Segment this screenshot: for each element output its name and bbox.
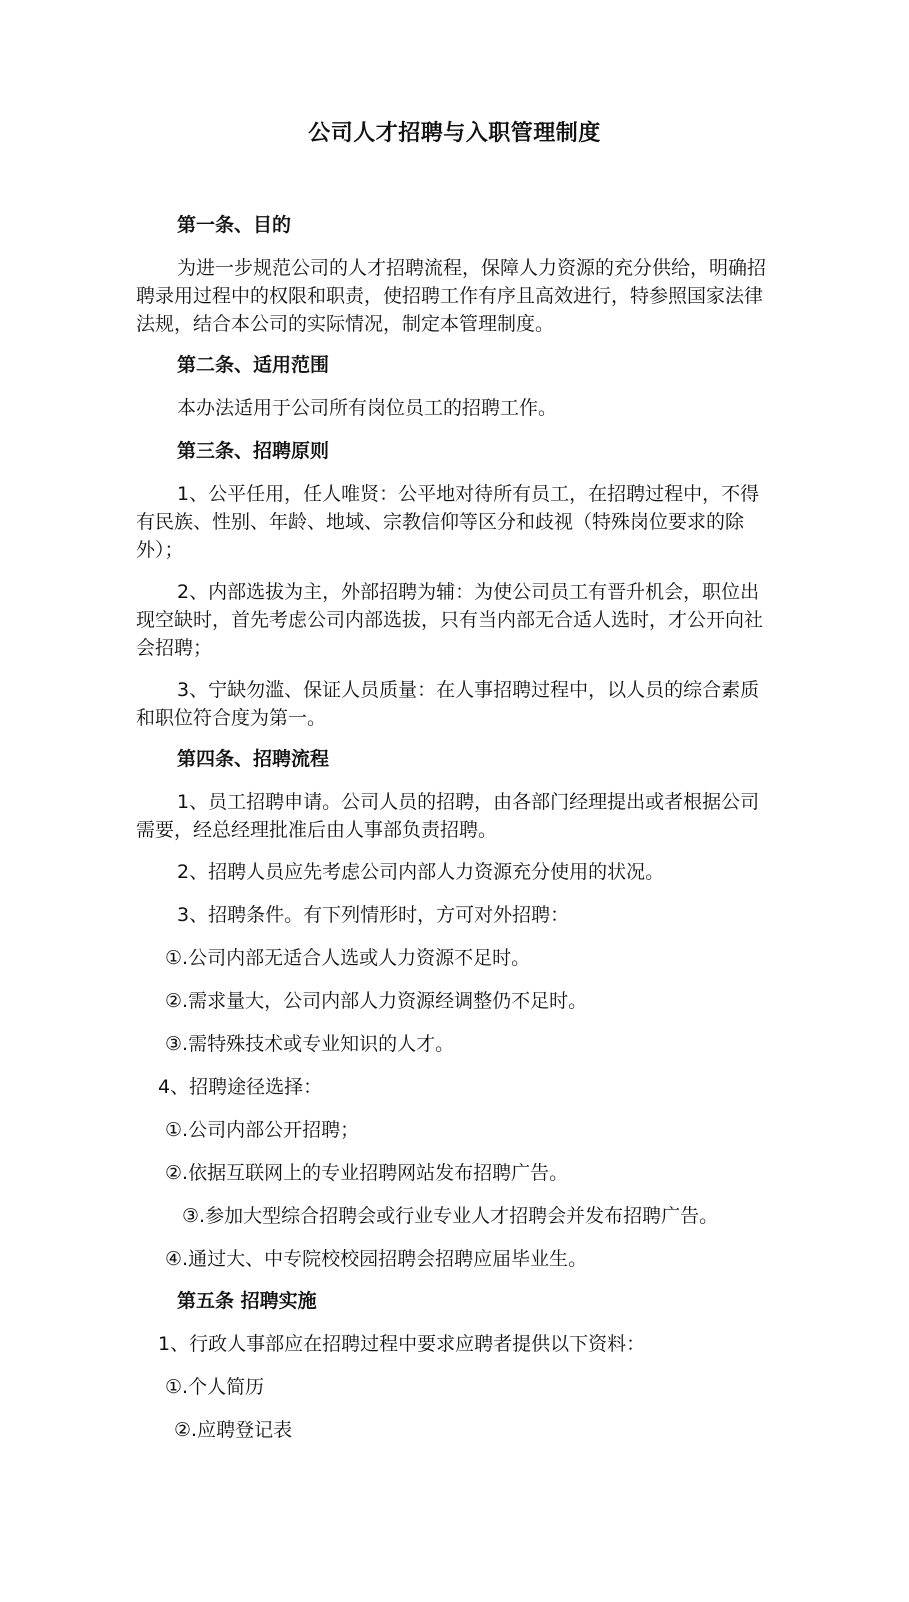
material-item: ②.应聘登记表 [174,1419,293,1441]
channel-item: ③.参加大型综合招聘会或行业专业人才招聘会并发布招聘广告。 [182,1205,719,1227]
article-4-step-2: 2、招聘人员应先考虑公司内部人力资源充分使用的状况。 [177,861,665,883]
article-5-step-1: 1、行政人事部应在招聘过程中要求应聘者提供以下资料： [158,1333,646,1355]
material-item: ①.个人简历 [165,1376,265,1398]
document-title: 公司人才招聘与入职管理制度 [308,121,601,146]
channel-item: ②.依据互联网上的专业招聘网站发布招聘广告。 [165,1162,569,1184]
article-2-body: 本办法适用于公司所有岗位员工的招聘工作。 [177,397,558,419]
article-3-principle-3: 3、宁缺勿滥、保证人员质量：在人事招聘过程中，以人员的综合素质和职位符合度为第一。 [136,679,760,729]
condition-item: ③.需特殊技术或专业知识的人才。 [165,1033,455,1055]
channel-item: ④.通过大、中专院校校园招聘会招聘应届毕业生。 [165,1248,588,1270]
article-3-principle-1: 1、公平任用，任人唯贤：公平地对待所有员工，在招聘过程中，不得有民族、性别、年龄、地域、宗教信仰等区分和歧视（特殊岗位要求的除外）； [136,483,760,561]
article-3-heading: 第三条、招聘原则 [177,440,330,462]
condition-item: ①.公司内部无适合人选或人力资源不足时。 [165,947,531,969]
article-4-step-3: 3、招聘条件。有下列情形时，方可对外招聘： [177,904,570,926]
article-1-body: 为进一步规范公司的人才招聘流程，保障人力资源的充分供给，明确招聘录用过程中的权限和职责，使招聘工作有序且高效进行，特参照国家法律法规，结合本公司的实际情况，制定本管理制度。 [136,257,767,335]
article-1-heading: 第一条、目的 [177,214,292,236]
article-4-heading: 第四条、招聘流程 [177,748,330,770]
article-3-principle-2: 2、内部选拔为主，外部招聘为辅：为使公司员工有晋升机会，职位出现空缺时，首先考虑公司内部选拔，只有当内部无合适人选时，才公开向社会招聘； [136,581,764,659]
condition-item: ②.需求量大，公司内部人力资源经调整仍不足时。 [165,990,588,1012]
article-4-step-4: 4、招聘途径选择： [158,1076,323,1098]
article-2-heading: 第二条、适用范围 [177,354,330,376]
channel-item: ①.公司内部公开招聘； [165,1119,360,1141]
article-5-heading: 第五条 招聘实施 [177,1290,317,1312]
article-4-step-1: 1、员工招聘申请。公司人员的招聘，由各部门经理提出或者根据公司需要，经总经理批准后由人事部负责招聘。 [136,791,760,841]
